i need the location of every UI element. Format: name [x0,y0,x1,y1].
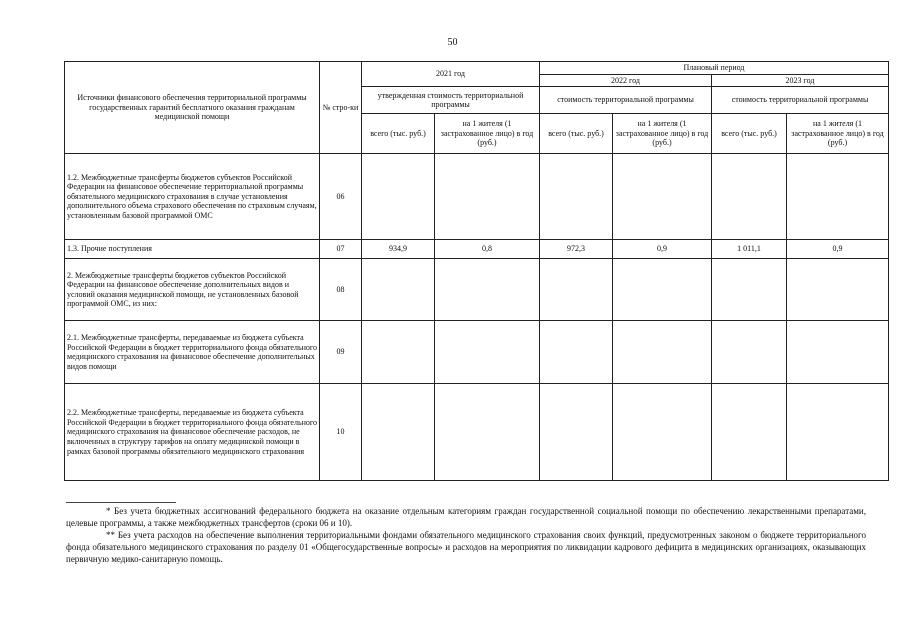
cell-per-capita-2021 [435,154,540,240]
footnote-divider [66,502,176,503]
cell-per-capita-2022 [613,154,712,240]
cell-total-2022 [540,259,613,321]
cell-per-capita-2021 [435,259,540,321]
header-year-2021: 2021 год [362,62,540,87]
cell-per-capita-2023: 0,9 [787,240,889,259]
header-source: Источники финансового обеспечения территориальной программы государственных гарантий бесплатного оказания гражданам медицинской помощи [65,62,320,154]
cell-total-2023: 1 011,1 [712,240,787,259]
footnote-1: * Без учета бюджетных ассигнований федерального бюджета на оказание отдельным категориям граждан государственной социальной помощи по обеспечению лекарственными препаратами, целевые программы, а также межбюджетных трансфертов (сроки 06 и 10). [66,506,866,528]
header-planned-period: Плановый период [540,62,889,75]
cell-per-capita-2021: 0,8 [435,240,540,259]
row-number: 06 [320,154,362,240]
row-number: 07 [320,240,362,259]
cell-per-capita-2023 [787,154,889,240]
cell-total-2021: 934,9 [362,240,435,259]
header-year-2023: 2023 год [712,74,889,87]
cell-per-capita-2021 [435,321,540,384]
row-source: 2. Межбюджетные трансферты бюджетов субъектов Российской Федерации на финансовое обеспечение дополнительных видов и условий оказания медицинской помощи, не установленных базовой программой ОМС, из них: [65,259,320,321]
table-row [65,321,889,384]
header-year-2022: 2022 год [540,74,712,87]
cell-per-capita-2022 [613,259,712,321]
cell-total-2022 [540,321,613,384]
row-source: 2.2. Межбюджетные трансферты, передаваемые из бюджета субъекта Российской Федерации в бюджет территориального фонда обязательного медицинского страхования на финансовое обеспечение расходов, не включенных в структуру тарифов на оплату медицинской помощи в рамках базовой программы обязательного медицинского страхования [65,384,320,481]
table-row [65,240,889,259]
page-number: 50 [447,37,458,48]
header-program-cost-2023: стоимость территориальной программы [712,87,889,114]
financing-table [64,61,889,481]
cell-total-2023 [712,154,787,240]
cell-per-capita-2022 [613,384,712,481]
row-number: 08 [320,259,362,321]
cell-total-2023 [712,259,787,321]
row-source: 1.3. Прочие поступления [65,240,320,259]
row-number: 09 [320,321,362,384]
header-row-no: № стро-ки [320,62,362,154]
cell-total-2022 [540,384,613,481]
cell-per-capita-2021 [435,384,540,481]
footnotes [66,506,866,565]
cell-total-2021 [362,259,435,321]
header-per-capita-2022: на 1 жителя (1 застрахованное лицо) в год (руб.) [613,114,712,154]
header-per-capita-2021: на 1 жителя (1 застрахованное лицо) в год (руб.) [435,114,540,154]
row-source: 2.1. Межбюджетные трансферты, передаваемые из бюджета субъекта Российской Федерации в бюджет территориального фонда обязательного медицинского страхования на финансовое обеспечение дополнительных видов помощи [65,321,320,384]
cell-total-2022: 972,3 [540,240,613,259]
cell-total-2021 [362,154,435,240]
header-per-capita-2023: на 1 жителя (1 застрахованное лицо) в год (руб.) [787,114,889,154]
cell-per-capita-2022 [613,321,712,384]
header-total-2023: всего (тыс. руб.) [712,114,787,154]
cell-total-2021 [362,384,435,481]
row-source: 1.2. Межбюджетные трансферты бюджетов субъектов Российской Федерации на финансовое обеспечение территориальной программы обязательного медицинского страхования в случае установления дополнительного объема страхового обеспечения по страховым случаям, установленным базовой программой ОМС [65,154,320,240]
cell-total-2021 [362,321,435,384]
cell-total-2022 [540,154,613,240]
table-row [65,384,889,481]
table-row [65,154,889,240]
cell-per-capita-2023 [787,384,889,481]
footnote-2: ** Без учета расходов на обеспечение выполнения территориальными фондами обязательного медицинского страхования своих функций, предусмотренных законом о бюджете территориального фонда обязательного медицинского страхования по разделу 01 «Общегосударственные вопросы» и расходов на мероприятия по ликвидации кадрового дефицита в медицинских организациях, оказывающих первичную медико-санитарную помощь. [66,529,866,564]
cell-total-2023 [712,384,787,481]
cell-per-capita-2023 [787,259,889,321]
header-total-2022: всего (тыс. руб.) [540,114,613,154]
cell-per-capita-2022: 0,9 [613,240,712,259]
cell-per-capita-2023 [787,321,889,384]
row-number: 10 [320,384,362,481]
cell-total-2023 [712,321,787,384]
table-row [65,259,889,321]
header-total-2021: всего (тыс. руб.) [362,114,435,154]
header-program-cost-2022: стоимость территориальной программы [540,87,712,114]
header-approved-cost: утвержденная стоимость территориальной программы [362,87,540,114]
